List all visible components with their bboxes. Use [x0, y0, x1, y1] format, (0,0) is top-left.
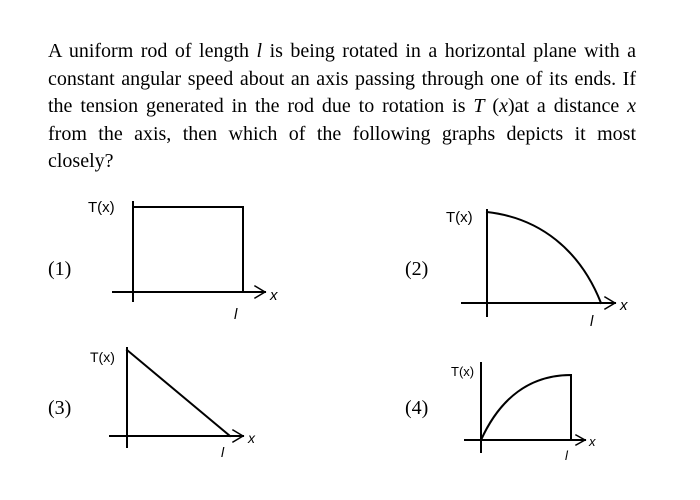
option-3-label: (3) — [48, 397, 72, 419]
graph-2 — [462, 210, 615, 316]
graph-4-x-label: x — [589, 434, 596, 449]
graph-4-y-label: T(x) — [451, 364, 475, 379]
graph-4-curve — [481, 375, 571, 440]
graph-4 — [465, 363, 585, 452]
x-symbol: x — [627, 95, 636, 117]
question-part-5: from the axis, then which of the following graphs depicts it most closely? — [48, 122, 636, 172]
graph-3-end-label: l — [221, 444, 225, 460]
graph-1-end-label: l — [234, 306, 238, 323]
option-1-label: (1) — [48, 258, 72, 280]
graph-2-curve — [487, 212, 601, 303]
graph-1 — [113, 202, 265, 301]
option-2-label: (2) — [405, 258, 429, 280]
x-symbol: x — [499, 95, 508, 117]
graph-3 — [110, 348, 243, 447]
question-part-3: ( — [484, 95, 500, 117]
graph-1-y-label: T(x) — [88, 199, 115, 216]
graph-2-x-label: x — [620, 297, 628, 314]
graph-2-end-label: l — [590, 313, 594, 330]
question-part-4: )at a distance — [507, 95, 628, 117]
option-4-label: (4) — [405, 397, 429, 419]
graph-3-curve — [127, 350, 230, 436]
graph-4-end-label: l — [565, 448, 568, 463]
question-part-1: A uniform rod of length — [48, 40, 257, 62]
graph-1-curve — [133, 207, 243, 292]
graph-3-y-label: T(x) — [90, 349, 115, 365]
tension-symbol: T — [473, 95, 485, 117]
graph-2-y-label: T(x) — [446, 209, 473, 226]
length-symbol: l — [256, 40, 263, 62]
graph-1-x-label: x — [270, 287, 278, 304]
question-part-2: is being rotated in a horizontal plane with a constant angular speed about an axis passing through one of its ends. If the tension generated in the rod due to rotation is — [48, 40, 636, 117]
graph-3-x-label: x — [248, 430, 255, 446]
